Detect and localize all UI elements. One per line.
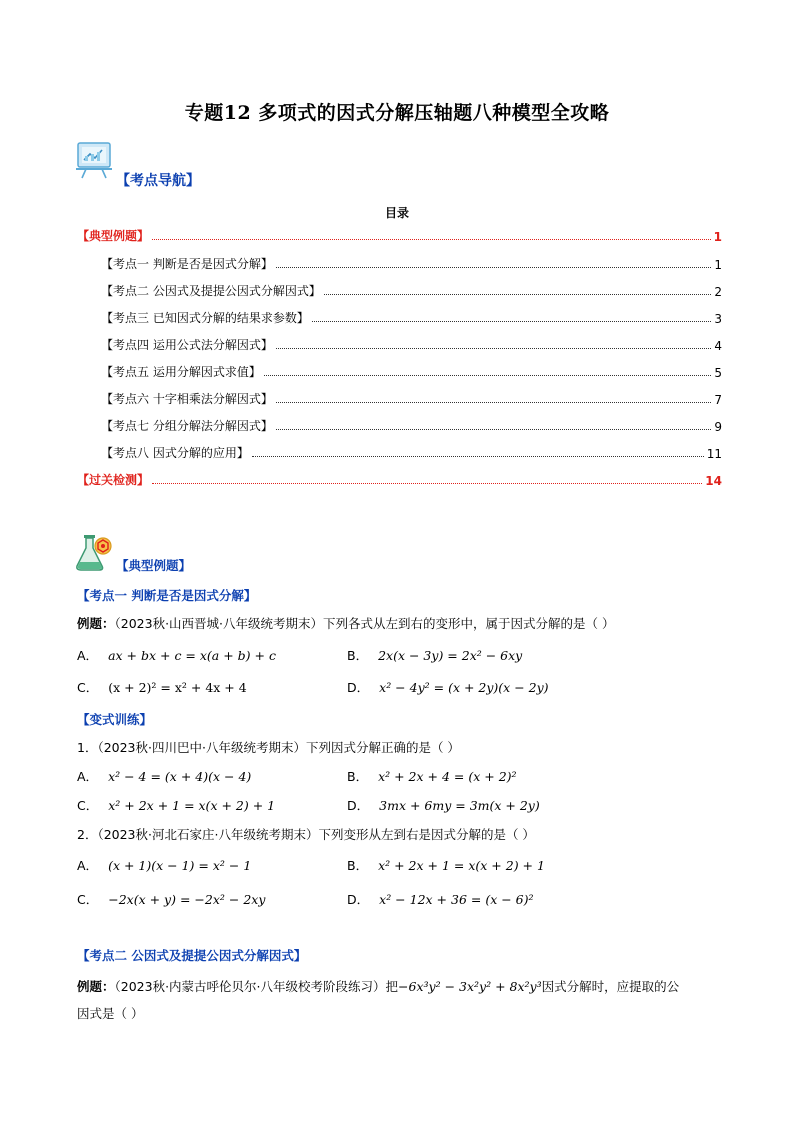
example2-question-cont: 因式是（ ）: [77, 1006, 144, 1021]
page-title: 专题12 多项式的因式分解压轴题八种模型全攻略: [184, 102, 610, 124]
toc-dot-leader: [276, 429, 712, 430]
toc-entry-label: 【过关检测】: [77, 473, 150, 487]
toc-entry[interactable]: [101, 416, 722, 434]
toc-dot-leader: [276, 267, 712, 268]
toc-entry-label: 【考点二 公因式及提提公因式分解因式】: [101, 284, 321, 298]
toc-entry-label: 【考点八 因式分解的应用】: [101, 446, 249, 460]
toc-entry-page: 11: [706, 447, 722, 461]
toc-entry-page: 14: [705, 474, 722, 488]
toc-dot-leader: [276, 402, 712, 403]
toc-entry-label: 【考点三 已知因式分解的结果求参数】: [101, 311, 309, 325]
example-lead: 例题：: [77, 616, 115, 631]
toc-entry-label: 【典型例题】: [77, 229, 150, 243]
kp2-title: 【考点二 公因式及提提公因式分解因式】: [77, 948, 307, 963]
example-question: [77, 614, 615, 632]
toc-entry-label: 【考点六 十字相乘法分解因式】: [101, 392, 273, 406]
toc-dot-leader: [264, 375, 712, 376]
example-option-c: C． (x + 2)² = x² + 4x + 4: [77, 680, 247, 695]
q2-option-d: D． x² − 12x + 36 = (x − 6)²: [347, 892, 534, 907]
toc-entry-label: 【考点一 判断是否是因式分解】: [101, 257, 273, 271]
practice-title: 【变式训练】: [77, 712, 153, 727]
toc-entry-page: 3: [714, 312, 722, 326]
toc-dot-leader: [152, 239, 711, 240]
q1-option-b: B． x² + 2x + 4 = (x + 2)²: [347, 769, 517, 784]
toc-entry[interactable]: [101, 362, 722, 380]
q1-option-d: D． 3mx + 6my = 3m(x + 2y): [347, 798, 540, 813]
toc-entry[interactable]: [77, 470, 722, 488]
q2-option-a: A． (x + 1)(x − 1) = x² − 1: [77, 858, 252, 873]
toc-heading: 目录: [384, 206, 409, 220]
toc-entry-page: 7: [714, 393, 722, 407]
toc-entry-page: 4: [714, 339, 722, 353]
example-option-b: B． 2x(x − 3y) = 2x² − 6xy: [347, 648, 523, 663]
toc-entry-label: 【考点四 运用公式法分解因式】: [101, 338, 273, 352]
kp1-title: 【考点一 判断是否是因式分解】: [77, 588, 257, 603]
toc-entry[interactable]: [101, 335, 722, 353]
q1-option-a: A． x² − 4 = (x + 4)(x − 4): [77, 769, 252, 784]
toc-dot-leader: [276, 348, 712, 349]
q2-stem: 2．（2023秋·河北石家庄·八年级统考期末）下列变形从左到右是因式分解的是（ ）: [77, 827, 535, 842]
section-heading-examples: 【典型例题】: [116, 558, 192, 573]
toc-entry[interactable]: [101, 281, 722, 299]
toc-entry-page: 1: [714, 258, 722, 272]
toc-entry[interactable]: [101, 389, 722, 407]
toc-dot-leader: [252, 456, 704, 457]
toc-entry[interactable]: [101, 254, 722, 272]
toc-dot-leader: [324, 294, 712, 295]
toc-entry-label: 【考点五 运用分解因式求值】: [101, 365, 261, 379]
toc-entry[interactable]: [77, 226, 722, 244]
toc-entry-page: 1: [713, 230, 722, 244]
toc-entry[interactable]: [101, 308, 722, 326]
example-option-d: D． x² − 4y² = (x + 2y)(x − 2y): [347, 680, 549, 695]
toc-entry-page: 9: [714, 420, 722, 434]
example-option-a: A． ax + bx + c = x(a + b) + c: [77, 648, 276, 663]
q1-stem: 1．（2023秋·四川巴中·八年级统考期末）下列因式分解正确的是（ ）: [77, 740, 460, 755]
example-stem: （2023秋·山西晋城·八年级统考期末）下列各式从左到右的变形中，属于因式分解的是（ ）: [114, 616, 615, 631]
nav-heading: 【考点导航】: [116, 173, 200, 189]
q2-option-b: B． x² + 2x + 1 = x(x + 2) + 1: [347, 858, 545, 873]
chemistry-flask-icon: [72, 532, 114, 574]
example2-expression: −6x³y² − 3x²y² + 8x²y³: [398, 979, 542, 994]
toc-entry-page: 2: [714, 285, 722, 299]
toc-dot-leader: [152, 483, 702, 484]
toc-entry-page: 5: [714, 366, 722, 380]
example2-question: 例题：（2023秋·内蒙古呼伦贝尔·八年级校考阶段练习）把−6x³y² − 3x²y² + 8x²y³因式分解时，应提取的公: [77, 979, 680, 994]
toc-dot-leader: [312, 321, 712, 322]
q1-option-c: C． x² + 2x + 1 = x(x + 2) + 1: [77, 798, 276, 813]
toc-entry-label: 【考点七 分组分解法分解因式】: [101, 419, 273, 433]
toc-entry[interactable]: [101, 443, 722, 461]
presentation-board-icon: [74, 140, 114, 180]
q2-option-c: C． −2x(x + y) = −2x² − 2xy: [77, 892, 266, 907]
